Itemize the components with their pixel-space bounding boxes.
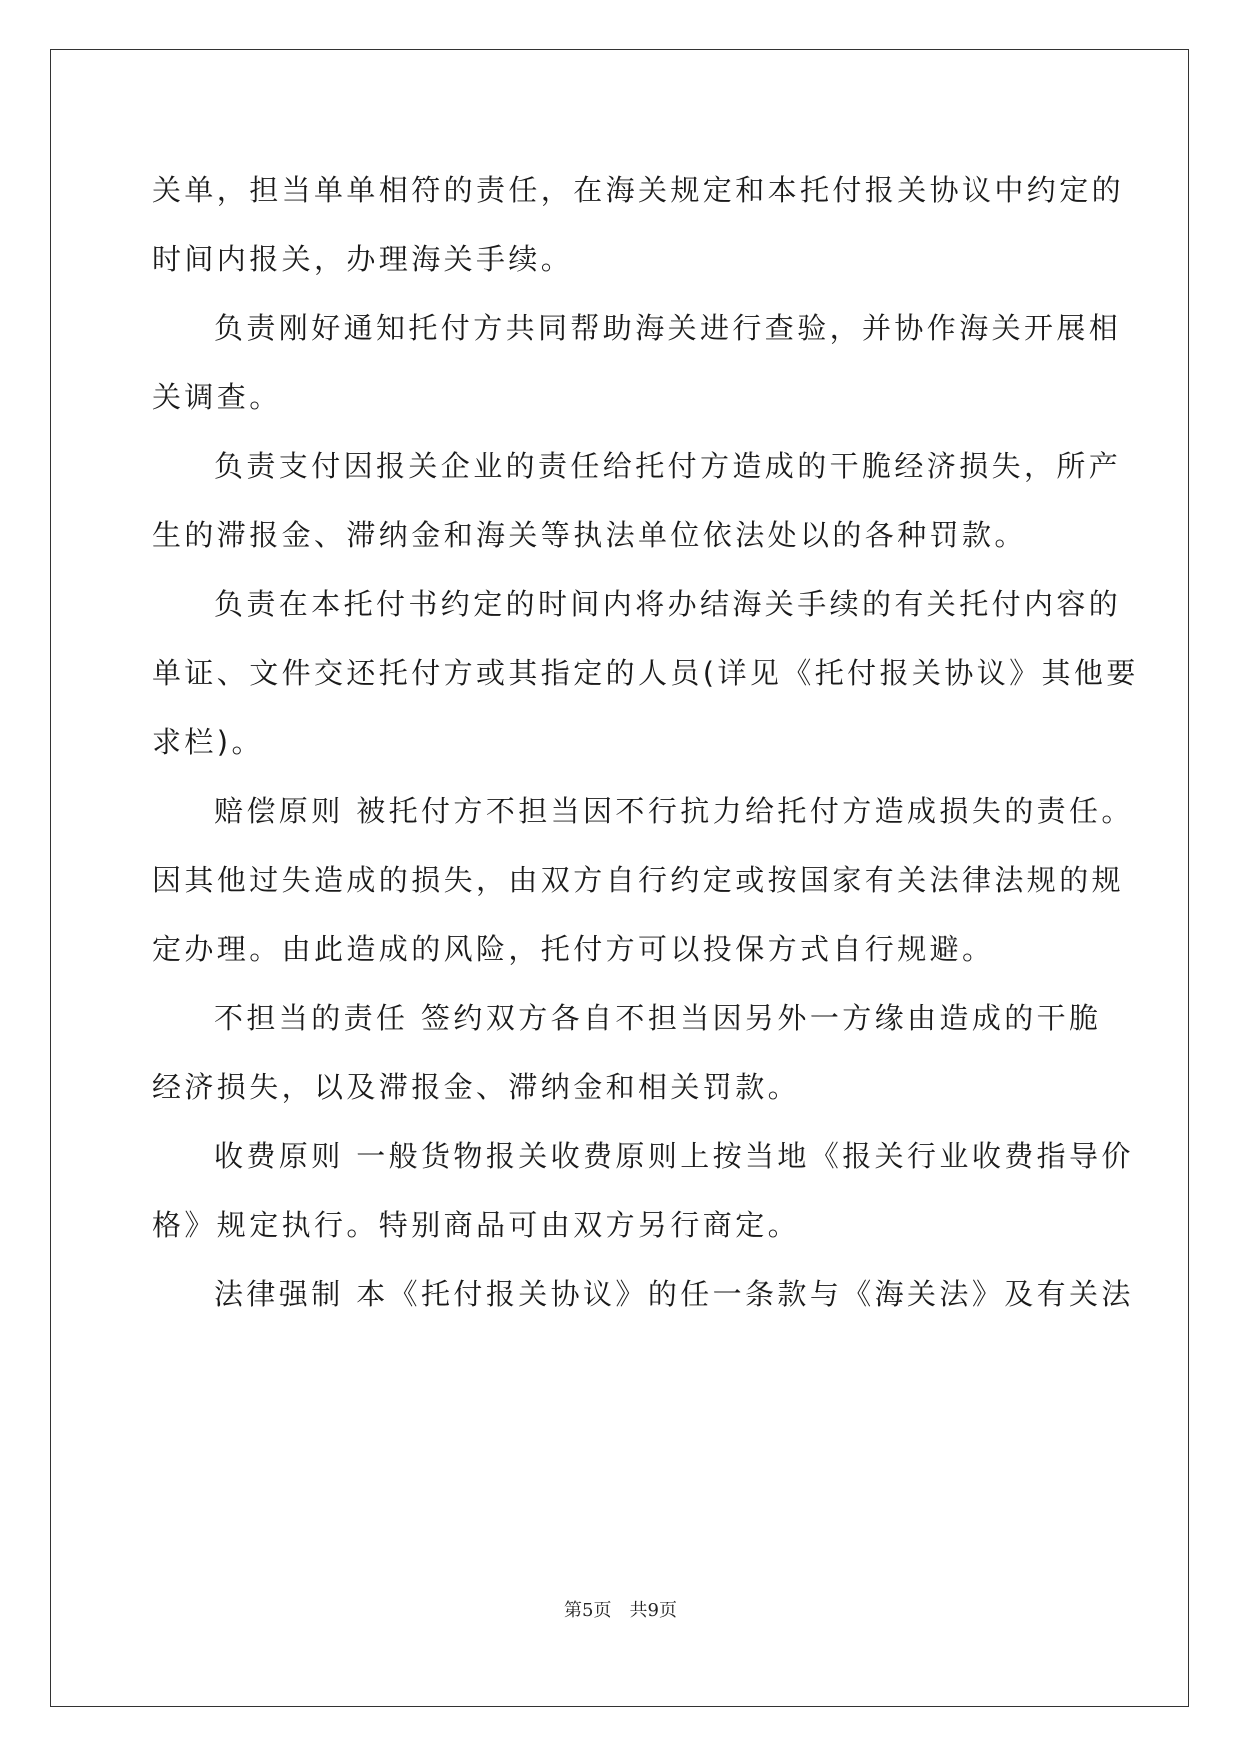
text-line: 负责支付因报关企业的责任给托付方造成的干脆经济损失，所产: [214, 449, 1122, 483]
text-line: 因其他过失造成的损失，由双方自行约定或按国家有关法律法规的规: [152, 863, 1125, 897]
text-line: 赔偿原则 被托付方不担当因不行抗力给托付方造成损失的责任。: [214, 794, 1134, 828]
text-line: 关调查。: [152, 380, 282, 414]
page-number-footer: 第5页 共9页: [564, 1600, 677, 1621]
text-line: 负责刚好通知托付方共同帮助海关进行查验，并协作海关开展相: [214, 311, 1122, 345]
text-line: 格》规定执行。特别商品可由双方另行商定。: [152, 1208, 801, 1242]
text-line: 经济损失，以及滞报金、滞纳金和相关罚款。: [152, 1070, 801, 1104]
text-line: 收费原则 一般货物报关收费原则上按当地《报关行业收费指导价: [214, 1139, 1134, 1173]
text-line: 法律强制 本《托付报关协议》的任一条款与《海关法》及有关法: [214, 1277, 1134, 1311]
text-line: 关单，担当单单相符的责任，在海关规定和本托付报关协议中约定的: [152, 173, 1125, 207]
text-line: 单证、文件交还托付方或其指定的人员(详见《托付报关协议》其他要: [152, 656, 1139, 690]
text-line: 求栏)。: [152, 725, 264, 759]
text-line: 生的滞报金、滞纳金和海关等执法单位依法处以的各种罚款。: [152, 518, 1027, 552]
text-line: 负责在本托付书约定的时间内将办结海关手续的有关托付内容的: [214, 587, 1122, 621]
text-line: 不担当的责任 签约双方各自不担当因另外一方缘由造成的干脆: [214, 1001, 1102, 1035]
document-body: [152, 156, 1139, 1329]
text-line: 定办理。由此造成的风险，托付方可以投保方式自行规避。: [152, 932, 995, 966]
text-line: 时间内报关，办理海关手续。: [152, 242, 574, 276]
